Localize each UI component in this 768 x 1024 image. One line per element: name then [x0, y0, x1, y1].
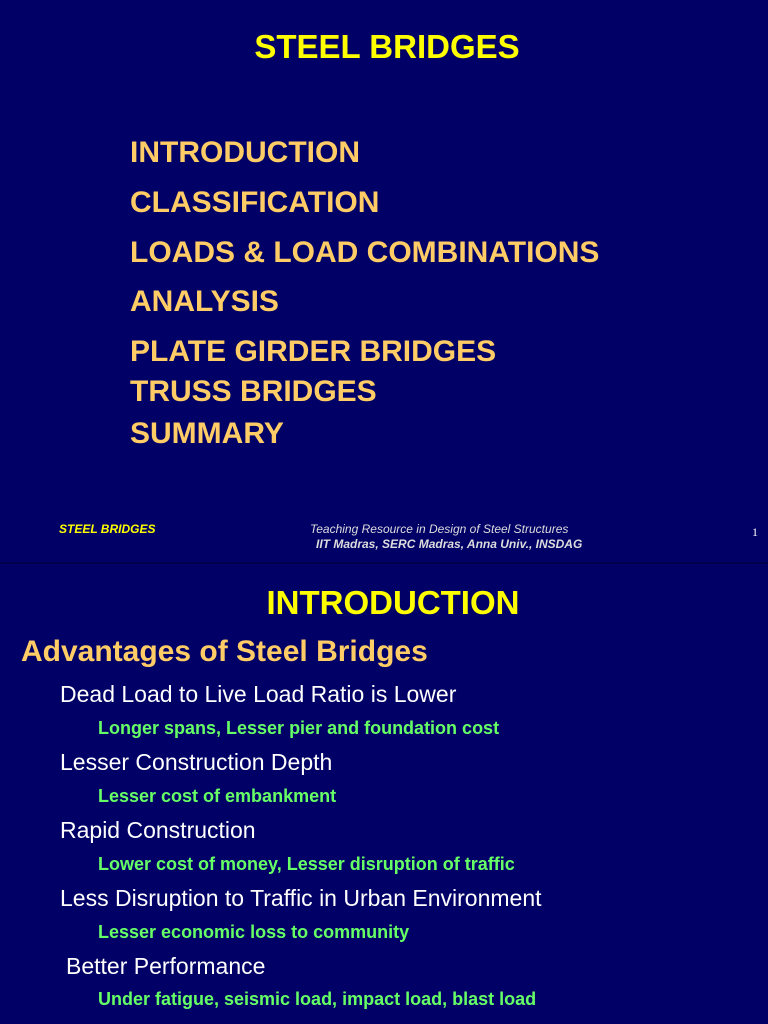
section-heading: Advantages of Steel Bridges — [21, 635, 428, 668]
contents-item: INTRODUCTION — [130, 136, 360, 169]
advantage-detail: Under fatigue, seismic load, impact load, blast load — [98, 989, 537, 1009]
advantage-detail: Lesser economic loss to community — [98, 922, 410, 942]
footer-credits-line-1: Teaching Resource in Design of Steel Structures — [310, 522, 569, 536]
advantage-point: Lesser Construction Depth — [60, 749, 333, 775]
advantage-point: Rapid Construction — [60, 817, 256, 843]
page-number: 1 — [752, 525, 758, 539]
slide-2 — [0, 564, 768, 1024]
contents-item: SUMMARY — [130, 417, 284, 450]
contents-item: TRUSS BRIDGES — [130, 375, 377, 408]
contents-item: ANALYSIS — [130, 285, 279, 318]
advantage-point: Dead Load to Live Load Ratio is Lower — [60, 681, 457, 707]
contents-item: LOADS & LOAD COMBINATIONS — [130, 236, 600, 269]
footer-credits — [310, 522, 660, 552]
advantage-point: Less Disruption to Traffic in Urban Environment — [60, 885, 542, 911]
advantage-detail: Longer spans, Lesser pier and foundation cost — [98, 718, 500, 738]
slide-title: STEEL BRIDGES — [254, 28, 520, 65]
contents-item: CLASSIFICATION — [130, 186, 380, 219]
advantage-detail: Lesser cost of embankment — [98, 786, 337, 806]
slide-title: INTRODUCTION — [266, 584, 520, 621]
footer-credits-line-2: IIT Madras, SERC Madras, Anna Univ., INSDAG — [316, 537, 583, 551]
advantage-detail: Lower cost of money, Lesser disruption of traffic — [98, 854, 515, 874]
footer-title: STEEL BRIDGES — [59, 522, 156, 536]
advantage-point: Better Performance — [66, 953, 266, 979]
contents-item: PLATE GIRDER BRIDGES — [130, 335, 497, 368]
